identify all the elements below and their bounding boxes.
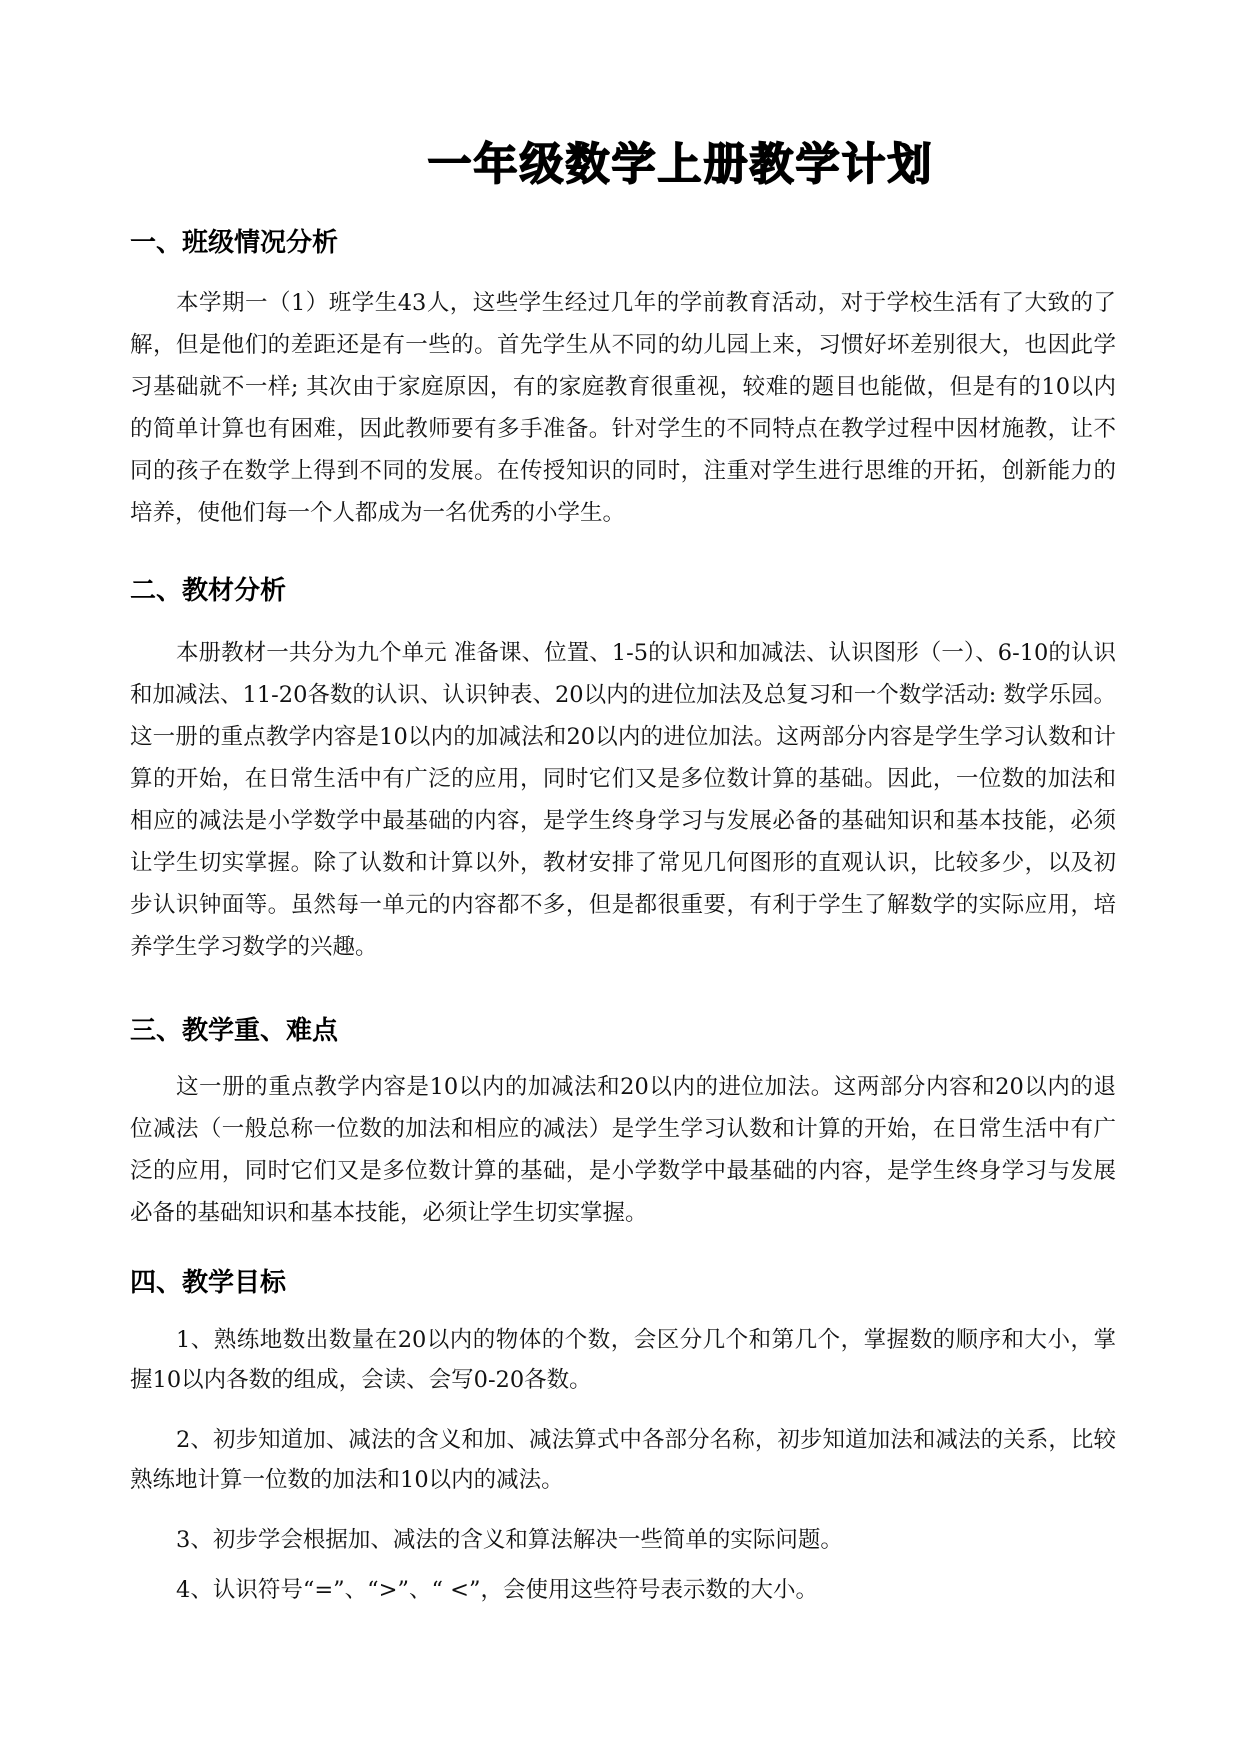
section-heading-textbook-analysis: 二、教材分析 xyxy=(130,576,287,606)
goal-item-4: 4、认识符号“=”、“>”、“ <”，会使用这些符号表示数的大小。 xyxy=(176,1577,819,1603)
paragraph-class-analysis: 本学期一（1）班学生43人，这些学生经过几年的学前教育活动，对于学校生活有了大致的了解，但是他们的差距还是有一些的。首先学生从不同的幼儿园上来，习惯好坏差别很大，也因此学习基础就不一样; 其次由于家庭原因，有的家庭教育很重视，较难的题目也能做，但是有的10以内的简单计算也有困难，因此教师要有多手准备。针对学生的不同特点在教学过程中因材施教，让不同的孩子在数学上得到不同的发展。在传授知识的同时，注重对学生进行思维的开拓，创新能力的培养，使他们每一个人都成为一名优秀的小学生。 xyxy=(130,290,1116,526)
goal-item-2: 2、初步知道加、减法的含义和加、减法算式中各部分名称，初步知道加法和减法的关系，比较熟练地计算一位数的加法和10以内的减法。 xyxy=(130,1427,1116,1493)
goal-item-3: 3、初步学会根据加、减法的含义和算法解决一些简单的实际问题。 xyxy=(176,1527,843,1553)
paragraph-textbook-analysis: 本册教材一共分为九个单元 准备课、位置、1-5的认识和加减法、认识图形（一）、6-10的认识和加减法、11-20各数的认识、认识钟表、20以内的进位加法及总复习和一个数学活动: 数学乐园。这一册的重点教学内容是10以内的加减法和20以内的进位加法。这两部分内容是学生学习认数和计算的开始，在日常生活中有广泛的应用，同时它们又是多位数计算的基础。因此，一位数的加法和相应的减法是小学数学中最基础的内容，是学生终身学习与发展必备的基础知识和基本技能，必须让学生切实掌握。除了认数和计算以外，教材安排了常见几何图形的直观认识，比较多少，以及初步认识钟面等。虽然每一单元的内容都不多，但是都很重要，有利于学生了解数学的实际应用，培养学生学习数学的兴趣。 xyxy=(130,640,1116,960)
goal-item-1: 1、熟练地数出数量在20以内的物体的个数，会区分几个和第几个，掌握数的顺序和大小，掌握10以内各数的组成，会读、会写0-20各数。 xyxy=(130,1327,1116,1393)
section-heading-teaching-goals: 四、教学目标 xyxy=(130,1268,287,1298)
section-heading-key-difficulties: 三、教学重、难点 xyxy=(130,1016,339,1046)
document-title: 一年级数学上册教学计划 xyxy=(427,139,934,190)
section-heading-class-analysis: 一、班级情况分析 xyxy=(130,228,339,258)
paragraph-key-difficulties: 这一册的重点教学内容是10以内的加减法和20以内的进位加法。这两部分内容和20以内的退位减法（一般总称一位数的加法和相应的减法）是学生学习认数和计算的开始，在日常生活中有广泛的应用，同时它们又是多位数计算的基础，是小学数学中最基础的内容，是学生终身学习与发展必备的基础知识和基本技能，必须让学生切实掌握。 xyxy=(130,1074,1116,1226)
